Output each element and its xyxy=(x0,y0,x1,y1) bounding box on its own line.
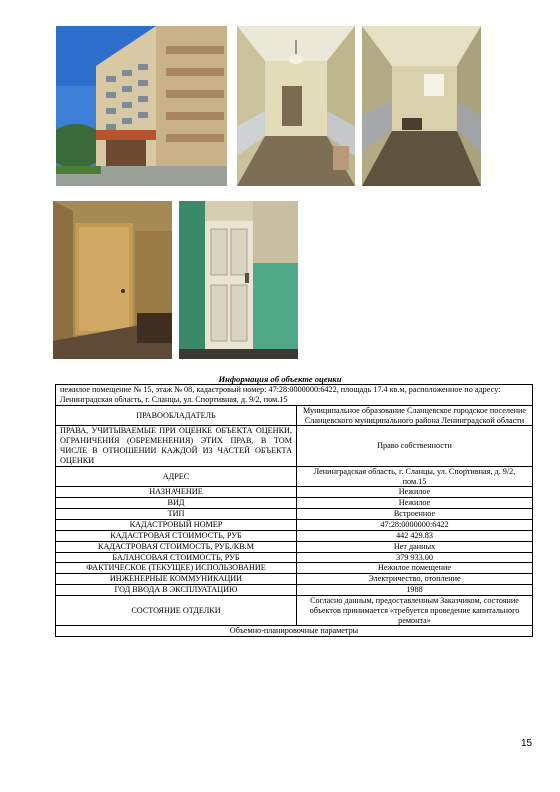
row-label: ПРАВА, УЧИТЫВАЕМЫЕ ПРИ ОЦЕНКЕ ОБЪЕКТА ОЦЕНКИ, ОГРАНИЧЕНИЯ (ОБРЕМЕНЕНИЯ) ЭТИХ ПРАВ, В ТОМ ЧИСЛЕ В ОТНОШЕНИИ КАЖДОЙ ИЗ ЧАСТЕЙ ОБЪЕКТА ОЦЕНКИ xyxy=(56,426,297,466)
row-value: Нежилое xyxy=(297,487,533,498)
row-value: 1988 xyxy=(297,585,533,596)
row-value: 47:28:0000000:6422 xyxy=(297,519,533,530)
footer-row xyxy=(56,626,533,637)
table-row xyxy=(56,574,533,585)
row-label: ГОД ВВОДА В ЭКСПЛУАТАЦИЮ xyxy=(56,585,297,596)
row-value: Нет данных xyxy=(297,541,533,552)
row-label: ВИД xyxy=(56,498,297,509)
intro-row xyxy=(56,385,533,406)
table-row xyxy=(56,530,533,541)
table-row xyxy=(56,487,533,498)
row-value: Ленинградская область, г. Сланцы, ул. Спортивная, д. 9/2, пом.15 xyxy=(297,466,533,487)
table-row xyxy=(56,426,533,466)
row-label: КАДАСТРОВАЯ СТОИМОСТЬ, РУБ./КВ.М xyxy=(56,541,297,552)
table-row xyxy=(56,585,533,596)
table-row xyxy=(56,405,533,426)
photo-room-lamp xyxy=(237,26,355,186)
intro-cell: нежилое помещение № 15, этаж № 08, кадастровый номер: 47:28:0000000:6422, площадь 17.4 кв.м, расположенное по адресу: Ленинградская область, г. Сланцы, ул. Спортивная, д. 9/2, пом.15 xyxy=(56,385,533,406)
row-label: ФАКТИЧЕСКОЕ (ТЕКУЩЕЕ) ИСПОЛЬЗОВАНИЕ xyxy=(56,563,297,574)
row-label: АДРЕС xyxy=(56,466,297,487)
row-value: Электричество, отопление xyxy=(297,574,533,585)
table-row xyxy=(56,509,533,520)
table-row xyxy=(56,541,533,552)
row-label: НАЗНАЧЕНИЕ xyxy=(56,487,297,498)
row-value: 442 429.83 xyxy=(297,530,533,541)
row-label: СОСТОЯНИЕ ОТДЕЛКИ xyxy=(56,595,297,626)
footer-cell: Объемно-планировочные параметры xyxy=(56,626,533,637)
row-value: Право собственности xyxy=(297,426,533,466)
row-label: КАДАСТРОВАЯ СТОИМОСТЬ, РУБ xyxy=(56,530,297,541)
photo-room-window xyxy=(362,26,481,186)
table-row xyxy=(56,595,533,626)
row-value: Нежилое xyxy=(297,498,533,509)
object-info-table xyxy=(55,384,533,637)
photo-entrance-door xyxy=(53,201,172,359)
table-row xyxy=(56,498,533,509)
table-row xyxy=(56,563,533,574)
row-value: 379 933.00 xyxy=(297,552,533,563)
section-caption: Информация об объекте оценки xyxy=(218,374,342,384)
row-label: ИНЖЕНЕРНЫЕ КОММУНИКАЦИИ xyxy=(56,574,297,585)
row-label: КАДАСТРОВЫЙ НОМЕР xyxy=(56,519,297,530)
page-number: 15 xyxy=(521,738,533,749)
table-row xyxy=(56,552,533,563)
row-label: ТИП xyxy=(56,509,297,520)
row-value: Муниципальное образование Сланцевское городское поселение Сланцевского муниципального района Ленинградской области xyxy=(297,405,533,426)
table-row xyxy=(56,466,533,487)
row-value: Нежилое помещение xyxy=(297,563,533,574)
row-value: Встроенное xyxy=(297,509,533,520)
row-label: ПРАВООБЛАДАТЕЛЬ xyxy=(56,405,297,426)
row-value: Согласно данным, предоставленным Заказчиком, состояние объектов принимается «требуется проведение капитального ремонта» xyxy=(297,595,533,626)
table-row xyxy=(56,519,533,530)
photo-building-exterior xyxy=(56,26,227,186)
row-label: БАЛАНСОВАЯ СТОИМОСТЬ, РУБ xyxy=(56,552,297,563)
photo-inner-door xyxy=(179,201,298,359)
